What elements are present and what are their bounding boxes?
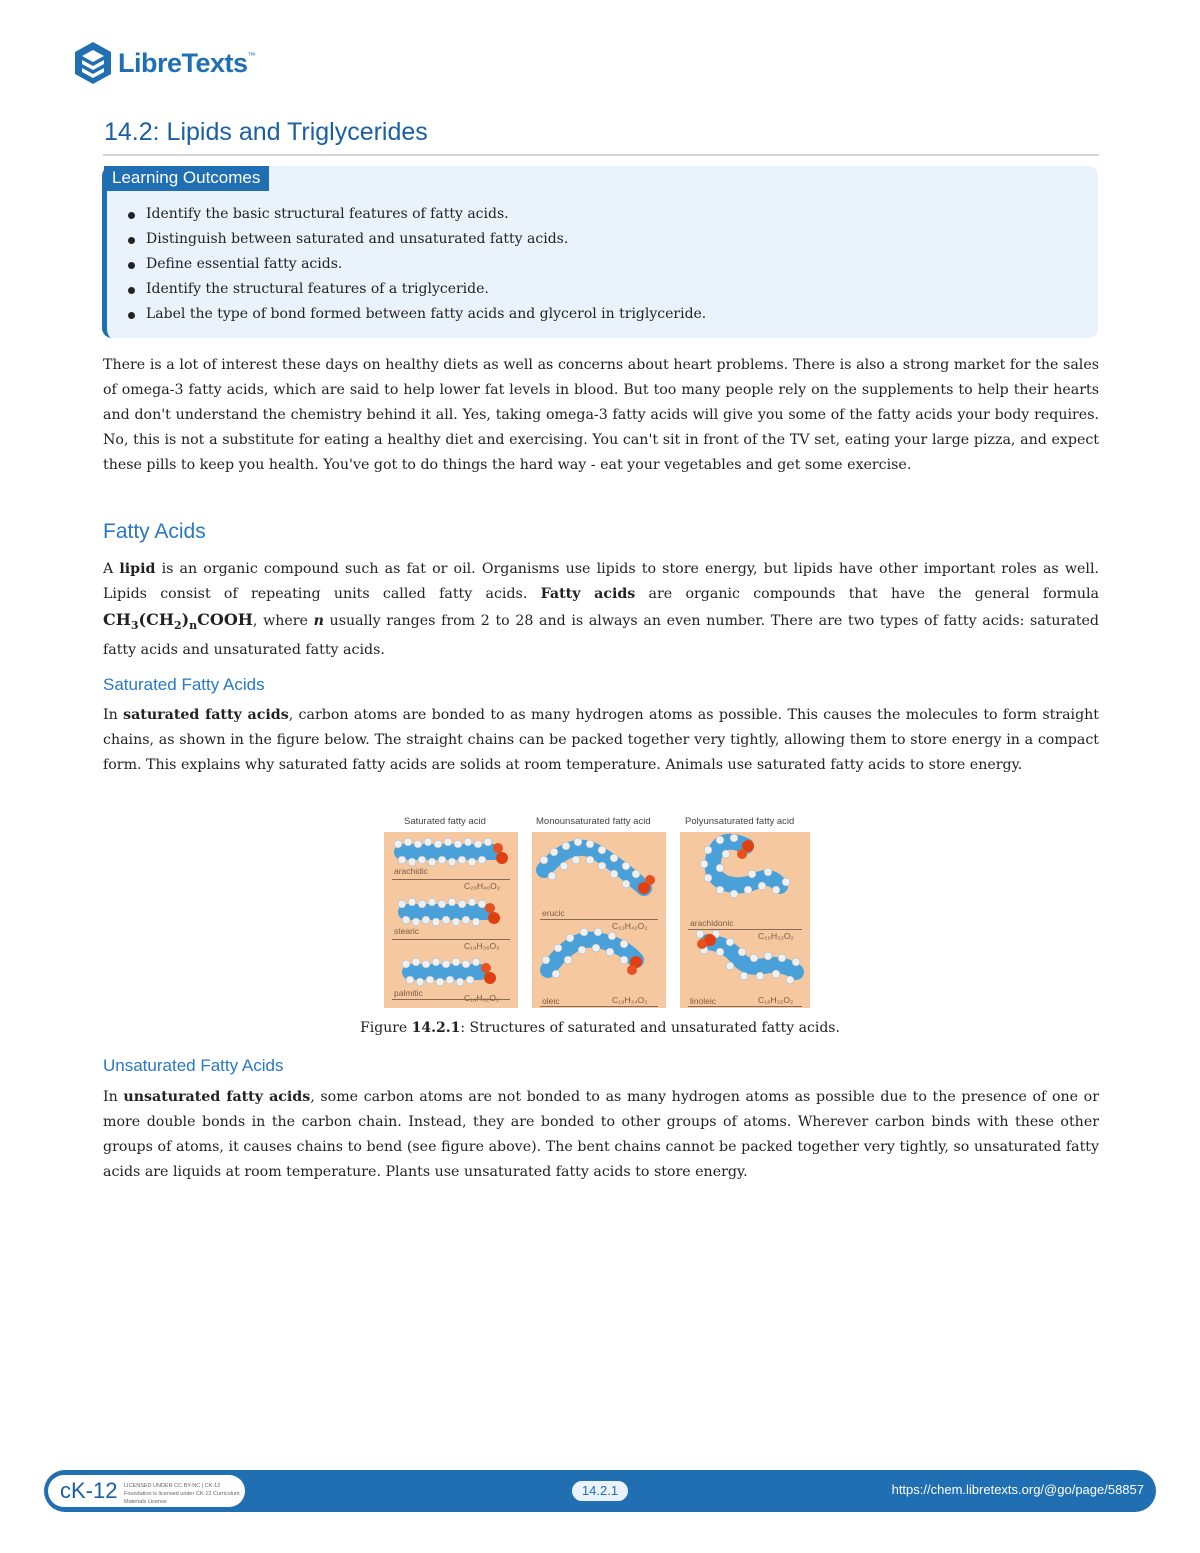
outcome-item: Define essential fatty acids. bbox=[128, 252, 706, 277]
fatty-acids-paragraph: A lipid is an organic compound such as fat or oil. Organisms use lipids to store energy, but lipids have other important roles as well. Lipids consist of repeating units called fatty acids. Fatty acids are organic compounds that have the general formula $CH_3(CH_2)_nCOOH$, where n usually ranges from 2 to 28 and is always an even number. There are two types of fatty acids: saturated fatty acids and unsaturated fatty acids. bbox=[103, 561, 1099, 659]
divider bbox=[688, 929, 802, 930]
fatty-acids-term: Fatty acids bbox=[540, 586, 636, 602]
molecule-name: linoleic bbox=[690, 996, 716, 1006]
learning-outcomes-list bbox=[128, 202, 706, 327]
divider bbox=[392, 939, 510, 940]
title-divider bbox=[103, 154, 1099, 156]
unsaturated-term: unsaturated fatty acids bbox=[123, 1089, 311, 1105]
molecule-formula: C₂₂H₄₂O₂ bbox=[612, 921, 648, 931]
molecule-formula: C₁₈H₃₄O₂ bbox=[612, 995, 648, 1005]
ck12-logo: cK-12 bbox=[60, 1478, 118, 1503]
libretexts-logo-icon bbox=[72, 40, 114, 86]
divider bbox=[540, 919, 658, 920]
molecule-formula: C₁₈H₃₂O₂ bbox=[758, 995, 794, 1005]
panel-title-saturated: Saturated fatty acid bbox=[404, 816, 486, 827]
panel-title-polyunsaturated: Polyunsaturated fatty acid bbox=[685, 816, 795, 827]
molecule-name: palmitic bbox=[394, 988, 423, 998]
outcome-item: Distinguish between saturated and unsaturated fatty acids. bbox=[128, 227, 706, 252]
molecule-formula: C₂₀H₄₀O₂ bbox=[464, 881, 501, 891]
panel-title-monounsaturated: Monounsaturated fatty acid bbox=[536, 816, 651, 827]
fatty-acids-heading: Fatty Acids bbox=[103, 520, 206, 543]
page-number: 14.2.1 bbox=[571, 1480, 629, 1502]
stearic-chain bbox=[398, 898, 500, 926]
molecule-name: erucic bbox=[542, 908, 565, 918]
libretexts-logo-text: LibreTexts bbox=[118, 47, 248, 78]
fatty-acid-structures-figure bbox=[384, 816, 814, 1010]
monounsaturated-molecules-illustration bbox=[532, 832, 666, 1008]
libretexts-logo[interactable] bbox=[72, 40, 256, 86]
page-url-link[interactable]: https://chem.libretexts.org/@go/page/58857 bbox=[891, 1482, 1144, 1497]
panel-monounsaturated bbox=[532, 832, 666, 1008]
general-formula: $CH_3(CH_2)_nCOOH$ bbox=[103, 610, 253, 633]
arachidic-chain bbox=[394, 838, 508, 866]
unsaturated-heading: Unsaturated Fatty Acids bbox=[103, 1056, 284, 1075]
outcome-item: Label the type of bond formed between fatty acids and glycerol in triglyceride. bbox=[128, 302, 706, 327]
palmitic-chain bbox=[402, 958, 496, 986]
molecule-name: arachidonic bbox=[690, 918, 734, 928]
learning-outcomes-heading: Learning Outcomes bbox=[104, 166, 269, 191]
divider bbox=[540, 1006, 658, 1007]
molecule-name: stearic bbox=[394, 926, 420, 936]
intro-paragraph: There is a lot of interest these days on healthy diets as well as concerns about heart problems. There is also a strong market for the sales of omega-3 fatty acids, which are said to help lower fat levels in blood. But too many people rely on the supplements to help their hearts and don't understand the chemistry behind it all. Yes, taking omega-3 fatty acids will give you some of the fatty acids your body requires. No, this is not a substitute for eating a healthy diet and exercising. You can't sit in front of the TV set, eating your large pizza, and expect these pills to keep you health. You've got to do things the hard way - eat your vegetables and get some exercise. bbox=[103, 357, 1099, 473]
divider bbox=[688, 1006, 802, 1007]
outcome-item: Identify the basic structural features of fatty acids. bbox=[128, 202, 706, 227]
divider bbox=[392, 879, 510, 880]
figure-caption: Figure 14.2.1: Structures of saturated and unsaturated fatty acids. bbox=[360, 1020, 840, 1036]
lipid-term: lipid bbox=[119, 561, 156, 577]
n-variable: n bbox=[313, 613, 324, 629]
ck12-license-text: LICENSED UNDER CC BY-NC | CK-12 Foundation is licensed under CK-12 Curriculum Materials License bbox=[124, 1483, 240, 1505]
saturated-term: saturated fatty acids bbox=[123, 707, 289, 723]
panel-polyunsaturated bbox=[680, 832, 810, 1008]
saturated-paragraph: In saturated fatty acids, carbon atoms are bonded to as many hydrogen atoms as possible. This causes the molecules to form straight chains, as shown in the figure below. The straight chains can be packed together very tightly, allowing them to store energy in a compact form. This explains why saturated fatty acids are solids at room temperature. Animals use saturated fatty acids to store energy. bbox=[103, 707, 1099, 773]
outcome-item: Identify the structural features of a triglyceride. bbox=[128, 277, 706, 302]
page-title: 14.2: Lipids and Triglycerides bbox=[104, 118, 428, 146]
molecule-formula: C₂₀H₃₂O₂ bbox=[758, 931, 794, 941]
trademark: ™ bbox=[247, 50, 256, 60]
molecule-formula: C₁₆H₃₂O₂ bbox=[464, 993, 500, 1003]
molecule-formula: C₁₈H₃₆O₂ bbox=[464, 941, 500, 951]
saturated-heading: Saturated Fatty Acids bbox=[103, 675, 265, 694]
panel-saturated bbox=[384, 832, 518, 1008]
unsaturated-paragraph: In unsaturated fatty acids, some carbon atoms are not bonded to as many hydrogen atoms as possible due to the presence of one or more double bonds in the carbon chain. Instead, they are bonded to other groups of atoms. Wherever carbon binds with these other groups of atoms, it causes chains to bend (see figure above). The bent chains cannot be packed together very tightly, so unsaturated fatty acids are liquids at room temperature. Plants use unsaturated fatty acids to store energy. bbox=[103, 1089, 1100, 1180]
saturated-molecules-illustration bbox=[384, 832, 518, 1008]
molecule-name: oleic bbox=[542, 996, 560, 1006]
molecule-name: arachidic bbox=[394, 866, 429, 876]
